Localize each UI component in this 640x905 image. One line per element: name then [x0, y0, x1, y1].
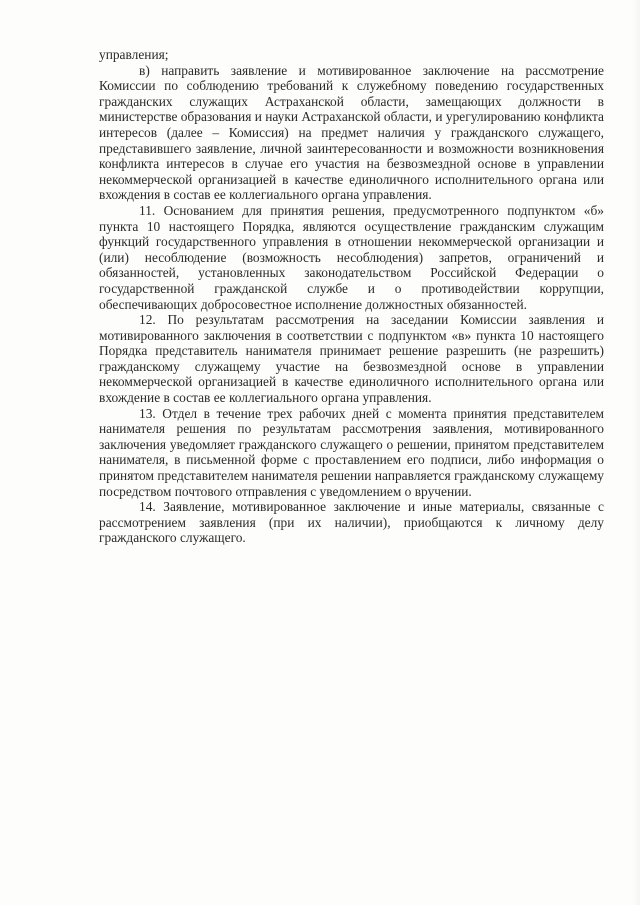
paragraph-13: 13. Отдел в течение трех рабочих дней с момента принятия представителем нанимателя решения по результатам рассмотрения заявления, мотивированного заключения уведомляет гражданского служащего о решении, принятом представителем нанимателя, в письменной форме с проставлением его подписи, либо информация о принятом представителем нанимателя решении направляется гражданскому служащему посредством почтового отправления с уведомлением о вручении.: [99, 405, 604, 499]
paragraph-continuation: управления;: [99, 47, 169, 62]
paragraph-item-v: в) направить заявление и мотивированное заключение на рассмотрение Комиссии по соблюдению требований к служебному поведению государственных гражданских служащих Астраханской области, замещающих должности в министерстве образования и науки Астраханской области, и урегулированию конфликта интересов (далее – Комиссия) на предмет наличия у гражданского служащего, представившего заявление, личной заинтересованности и возможности возникновения конфликта интересов в случае его участия на безвозмездной основе в управлении некоммерческой организацией в качестве единоличного исполнительного органа или вхождения в состав ее коллегиального органа управления.: [99, 62, 604, 203]
paragraph-12: 12. По результатам рассмотрения на заседании Комиссии заявления и мотивированного заключения в соответствии с подпунктом «в» пункта 10 настоящего Порядка представитель нанимателя принимает решение разрешить (не разрешить) гражданскому служащему участие на безвозмездной основе в управлении некоммерческой организацией в качестве единоличного исполнительного органа или вхождение в состав ее коллегиального органа управления.: [99, 312, 604, 406]
paragraph-14: 14. Заявление, мотивированное заключение и иные материалы, связанные с рассмотрением заявления (при их наличии), приобщаются к личному делу гражданского служащего.: [99, 499, 604, 546]
paragraph-11: 11. Основанием для принятия решения, предусмотренного подпунктом «б» пункта 10 настоящего Порядка, являются осуществление гражданским служащим функций государственного управления в отношении некоммерческой организации и (или) несоблюдение (возможность несоблюдения) запретов, ограничений и обязанностей, установленных законодательством Российской Федерации о государственной гражданской службе и о противодействии коррупции, обеспечивающих добросовестное исполнение должностных обязанностей.: [99, 202, 604, 312]
document-body: [99, 47, 604, 546]
scan-edge-shadow: [632, 0, 640, 905]
